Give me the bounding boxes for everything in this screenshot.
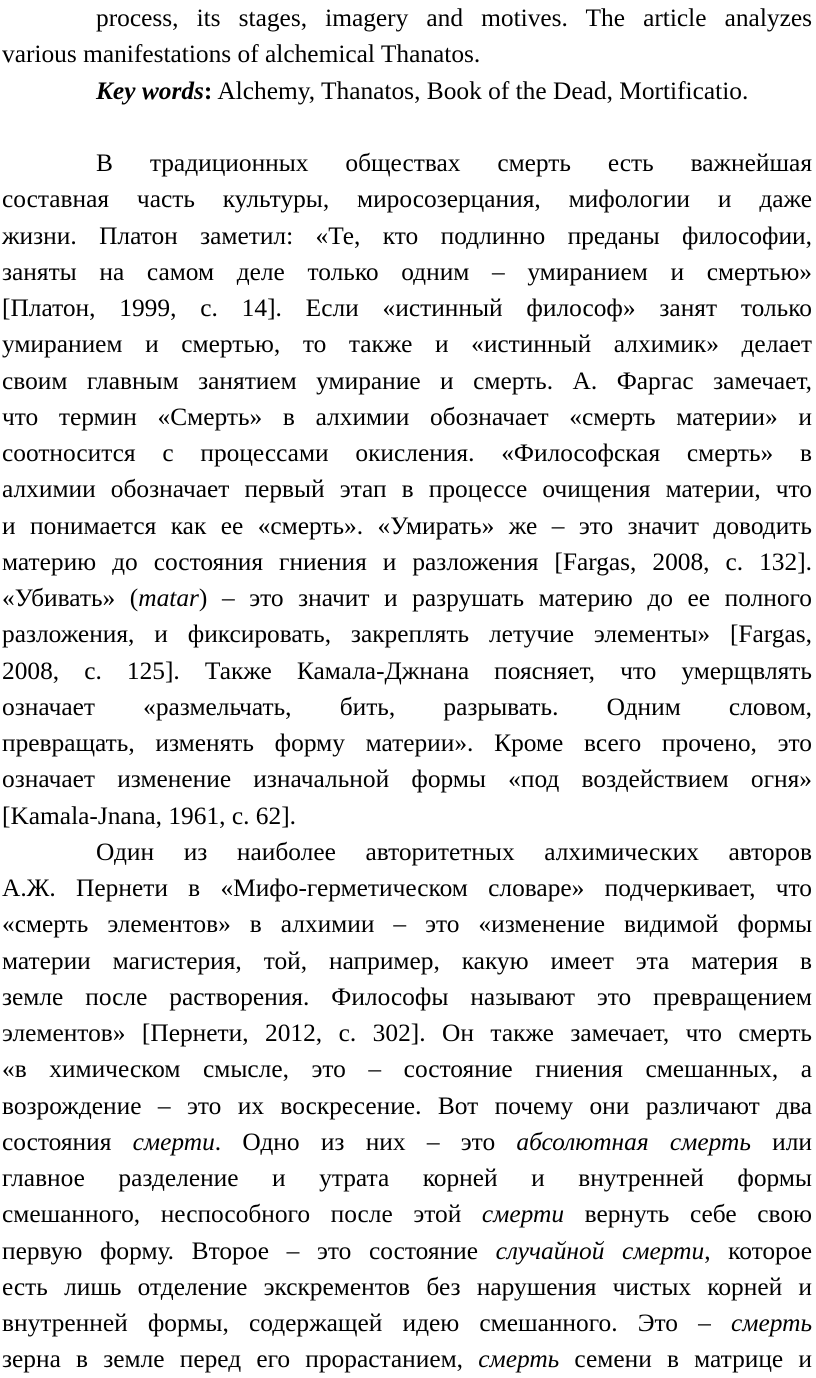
text-line: возрождение – это их воскресение. Вот почему они различают два: [2, 1091, 812, 1120]
abstract-line: various manifestations of alchemical Thanatos.: [2, 40, 481, 69]
text-line: заняты на самом деле только одним – умиранием и смертью»: [2, 257, 812, 286]
text-segment: первую форму. Второе – это состояние: [2, 1236, 496, 1265]
text-line: главное разделение и утрата корней и внутренней формы: [2, 1164, 812, 1192]
keywords-text: Alchemy, Thanatos, Book of the Dead, Mortificatio.: [212, 76, 749, 105]
abstract-ending: [2, 0, 812, 73]
emphasis-text: смерть: [731, 1309, 812, 1337]
text-segment: семени в матрице и: [559, 1345, 812, 1374]
keywords-line: [2, 73, 812, 109]
text-segment: или: [750, 1127, 812, 1156]
text-line: означает изменение изначальной формы «под воздействием огня»: [2, 765, 812, 794]
text-line: что термин «Смерть» в алхимии обозначает «смерть материи» и: [2, 402, 812, 431]
text-line: и понимается как ее «смерть». «Умирать» же – это значит доводить: [2, 511, 812, 540]
text-segment: вернуть себе свою: [564, 1200, 812, 1229]
text-line: [2, 1305, 812, 1341]
text-line: разложения, и фиксировать, закреплять летучие элементы» [Fargas,: [2, 620, 812, 649]
text-line: «в химическом смысле, это – состояние гниения смешанных, а: [2, 1055, 812, 1084]
text-line: [2, 580, 812, 616]
text-segment: смешанного, неспособного после этой: [2, 1200, 482, 1229]
text-line: [2, 1196, 812, 1232]
text-line: означает «размельчать, бить, разрывать. Одним словом,: [2, 692, 812, 721]
text-line: В традиционных обществах смерть есть важнейшая: [96, 149, 812, 177]
text-segment: состояния: [2, 1127, 133, 1156]
text-line: элементов» [Пернети, 2012, с. 302]. Он также замечает, что смерть: [2, 1019, 812, 1047]
emphasis-text: смерть: [478, 1345, 560, 1374]
text-line: [2, 1233, 812, 1269]
text-line: [2, 1124, 812, 1160]
text-line: составная часть культуры, миросозерцания, мифологии и даже: [2, 185, 812, 214]
text-line: 2008, с. 125]. Также Камала-Джнана поясняет, что умерщвлять: [2, 656, 812, 685]
keywords-colon: :: [203, 76, 213, 105]
emphasis-text: смерти: [132, 1127, 215, 1156]
text-segment: , которое: [704, 1236, 813, 1265]
emphasis-text: смерти: [481, 1200, 565, 1229]
text-line: Один из наиболее авторитетных алхимических авторов: [96, 837, 812, 866]
text-line: умиранием и смертью, то также и «истинный алхимик» делает: [2, 330, 812, 359]
paragraph-2: [2, 834, 812, 1378]
text-line: [Kamala-Jnana, 1961, c. 62].: [2, 801, 297, 830]
text-line: алхимии обозначает первый этап в процессе очищения материи, что: [2, 475, 812, 504]
emphasis-text: случайной смерти: [495, 1236, 705, 1265]
emphasis-text: абсолютная смерть: [516, 1127, 751, 1156]
text-line: превращать, изменять форму материи». Кроме всего прочено, это: [2, 729, 812, 757]
abstract-line: process, its stages, imagery and motives. The article analyzes: [96, 4, 812, 32]
text-line: соотносится с процессами окисления. «Философская смерть» в: [2, 439, 812, 467]
text-line: [Платон, 1999, с. 14]. Если «истинный философ» занят только: [2, 294, 812, 322]
paragraph-gap: [2, 109, 812, 145]
text-segment: ) – это значит и разрушать материю до ее полного: [198, 584, 812, 612]
text-line: своим главным занятием умирание и смерть. А. Фаргас замечает,: [2, 366, 812, 395]
text-line: есть лишь отделение экскрементов без нарушения чистых корней и: [2, 1272, 812, 1301]
text-line: «смерть элементов» в алхимии – это «изменение видимой формы: [2, 910, 812, 939]
text-segment: «Убивать» (: [2, 584, 139, 612]
text-segment: зерна в земле перед его прорастанием,: [2, 1345, 479, 1374]
text-line: жизни. Платон заметил: «Те, кто подлинно преданы философии,: [2, 221, 812, 250]
text-line: материю до состояния гниения и разложения [Fargas, 2008, с. 132].: [2, 547, 812, 576]
text-line: А.Ж. Пернети в «Мифо-герметическом словаре» подчеркивает, что: [2, 874, 812, 902]
emphasis-text: matar: [138, 584, 199, 612]
text-line: [2, 1341, 812, 1377]
text-line: земле после растворения. Философы называют это превращением: [2, 982, 812, 1011]
keywords-label: Key words: [96, 76, 204, 105]
text-line: материи магистерия, той, например, какую имеет эта материя в: [2, 946, 812, 975]
text-segment: . Одно из них – это: [214, 1127, 517, 1156]
text-segment: внутренней формы, содержащей идею смешанного. Это –: [2, 1309, 731, 1337]
paragraph-1: [2, 145, 812, 834]
